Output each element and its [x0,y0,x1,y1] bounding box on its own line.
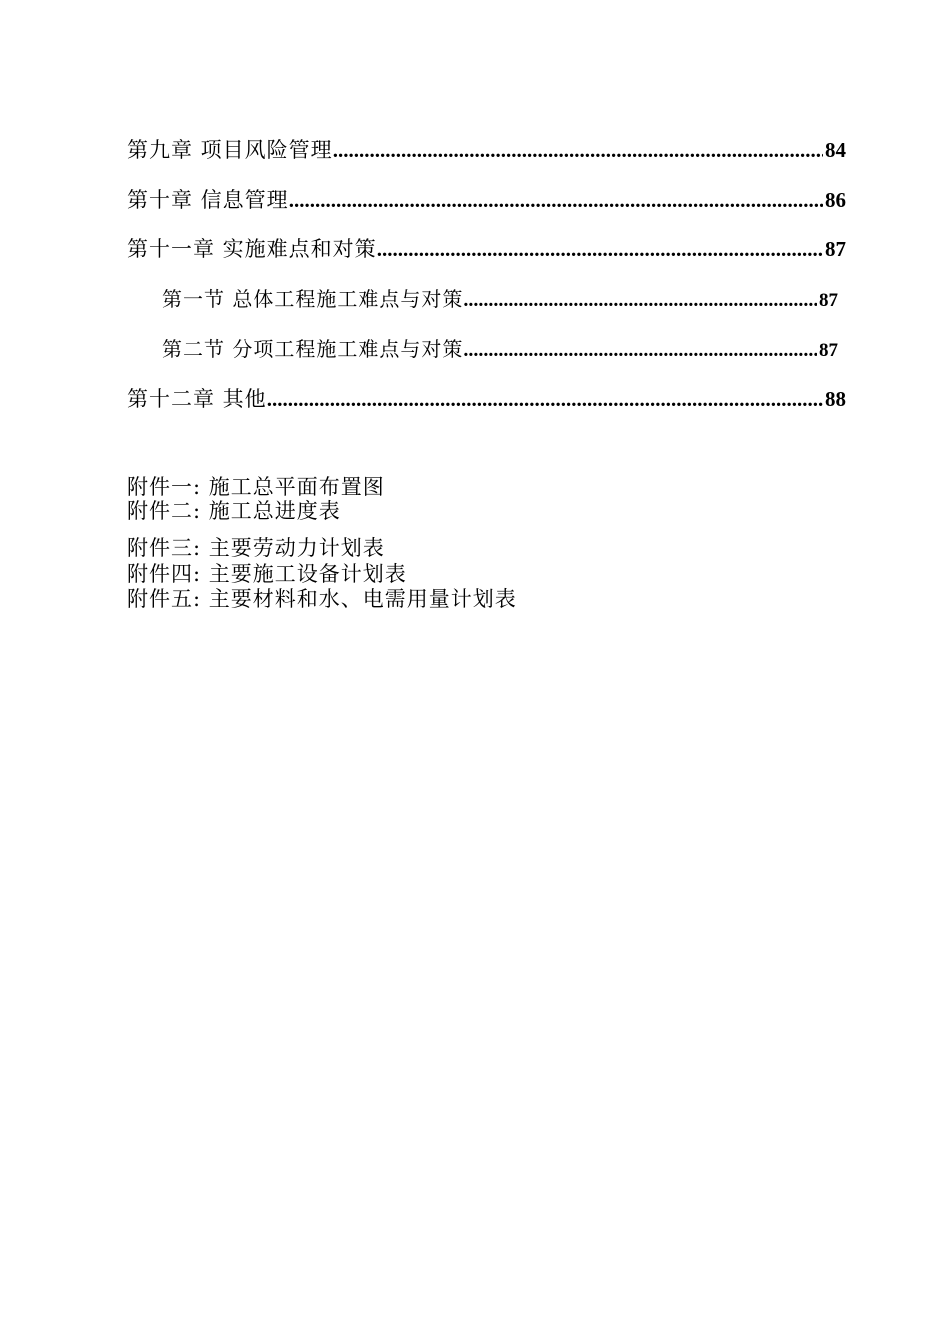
toc-dot-leader [289,186,823,214]
toc-entry-chapter-12[interactable] [127,385,846,413]
appendix-item-5: 附件五: 主要材料和水、电需用量计划表 [127,587,517,611]
appendix-item-3: 附件三: 主要劳动力计划表 [127,536,385,560]
toc-page-number: 87 [819,290,838,311]
toc-page-number: 86 [825,188,846,212]
appendix-item-4: 附件四: 主要施工设备计划表 [127,562,407,586]
toc-entry-section-2[interactable] [162,335,838,363]
toc-dot-leader [463,336,817,363]
toc-entry-title: 第十一章 实施难点和对策 [127,237,377,261]
appendix-item-2: 附件二: 施工总进度表 [127,499,341,523]
toc-dot-leader [463,286,817,313]
toc-page-number: 88 [825,387,846,411]
toc-dot-leader [333,136,823,164]
toc-entry-chapter-9[interactable] [127,136,846,164]
toc-entry-title: 第十章 信息管理 [127,188,289,212]
appendix-item-1: 附件一: 施工总平面布置图 [127,475,385,499]
toc-page-number: 84 [825,138,846,162]
toc-entry-title: 第二节 分项工程施工难点与对策 [162,337,464,361]
toc-entry-title: 第一节 总体工程施工难点与对策 [162,287,464,311]
toc-entry-title: 第九章 项目风险管理 [127,138,333,162]
toc-entry-chapter-11[interactable] [127,235,846,263]
toc-entry-section-1[interactable] [162,285,838,313]
toc-dot-leader [267,385,823,413]
toc-page-number: 87 [819,340,838,361]
toc-entry-title: 第十二章 其他 [127,387,267,411]
toc-page-number: 87 [825,237,846,261]
toc-dot-leader [377,235,823,263]
toc-entry-chapter-10[interactable] [127,186,846,214]
